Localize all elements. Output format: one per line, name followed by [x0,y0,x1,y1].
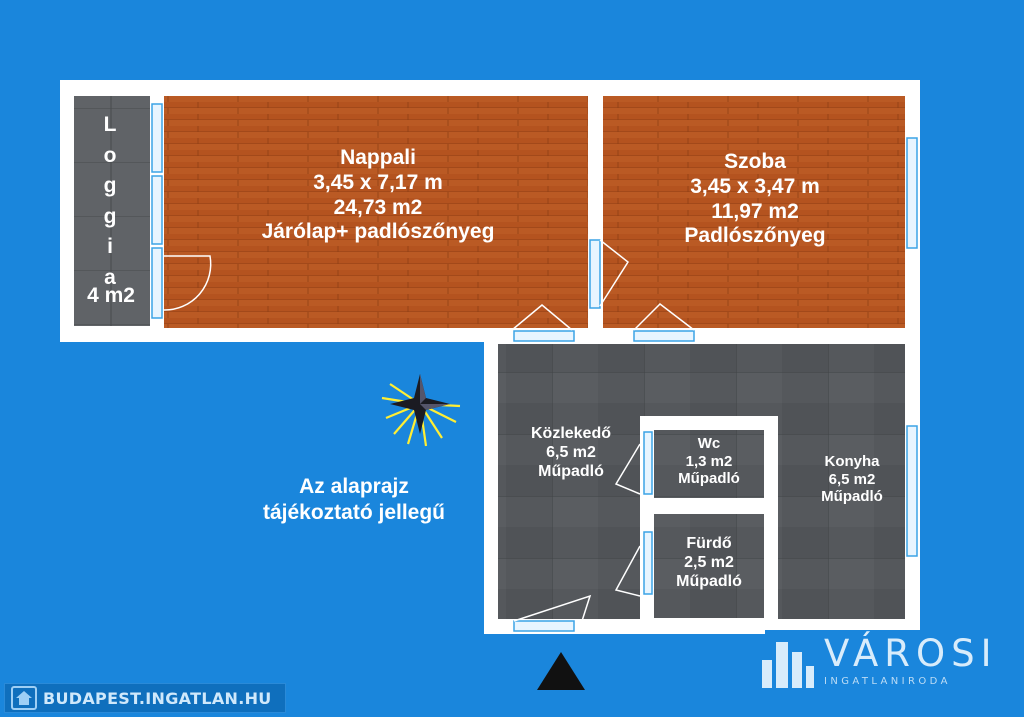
house-icon [11,686,37,710]
room-name: Nappali [340,146,416,169]
entrance-arrow-icon [537,652,585,690]
room-label-konyha [790,453,914,506]
room-name: Fürdő [686,535,732,552]
room-dimensions: 3,45 x 3,47 m [690,174,820,198]
room-label-wc [656,435,762,488]
room-area: 24,73 m2 [333,195,423,219]
room-name: Szoba [724,150,786,173]
logo-subtitle: INGATLANIRODA [824,676,951,687]
loggia-letter: o [103,143,117,167]
room-label-kozlekedo [508,425,634,482]
loggia-area: 4 m2 [87,284,135,307]
room-floor: Műpadló [676,572,742,590]
compass-star-icon [382,374,460,446]
loggia-letter: i [107,235,113,258]
room-name: Közlekedő [530,425,611,442]
room-name: Wc [697,435,721,452]
room-floor: Műpadló [678,470,740,488]
room-name: Konyha [824,453,880,470]
room-floor: Műpadló [821,488,883,506]
loggia-letter: a [104,265,116,289]
loggia-letter: g [103,204,117,228]
loggia-letter: L [103,113,117,136]
room-floor: Járólap+ padlószőnyeg [261,220,495,244]
room-area: 2,5 m2 [684,553,734,571]
budapest-ingatlan-logo [4,683,286,713]
room-area: 6,5 m2 [546,443,596,461]
loggia-letter: g [103,174,117,197]
disclaimer-note [236,474,472,527]
room-label-loggia [80,110,140,293]
room-dimensions: 3,45 x 7,17 m [313,170,443,194]
room-area: 6,5 m2 [828,470,876,488]
note-line: Az alaprajz [299,475,409,498]
room-area: 11,97 m2 [711,199,799,223]
room-label-szoba [640,150,870,249]
logo-brand: VÁROSI [824,632,998,675]
note-line: tájékoztató jellegű [262,501,446,525]
room-floor: Padlószőnyeg [684,224,826,248]
logo-text: BUDAPEST.INGATLAN.HU [43,688,272,708]
room-area: 1,3 m2 [685,452,733,470]
room-label-furdo [656,535,762,592]
room-floor: Műpadló [538,462,604,480]
varosi-logo [760,632,1000,694]
room-label-nappali [210,146,546,245]
